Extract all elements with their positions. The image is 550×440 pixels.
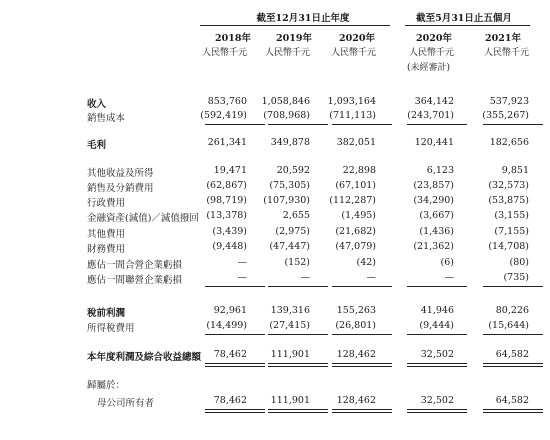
row-value-2020: 128,462 — [336, 395, 376, 406]
row-value-2021-5m: (15,644) — [488, 320, 529, 331]
statement-row — [0, 96, 550, 110]
row-value-2020-5m: (23,857) — [413, 180, 454, 191]
subtotal-rule — [332, 334, 392, 335]
header-year-end-underline — [200, 25, 390, 26]
row-value-2019: (75,305) — [269, 180, 310, 191]
row-value-2018: (62,867) — [206, 180, 247, 191]
row-label: 應佔一間聯營企業虧損 — [87, 275, 183, 286]
statement-row — [0, 257, 550, 271]
total-double-rule — [483, 363, 543, 364]
row-value-2021-5m: 182,656 — [489, 137, 529, 148]
row-value-2019: (708,968) — [263, 110, 310, 121]
statement-row — [0, 165, 550, 179]
row-value-2019: 20,592 — [276, 165, 310, 176]
row-value-2018: 78,462 — [213, 395, 247, 406]
row-value-2018: — — [237, 272, 247, 283]
row-label: 銷售及分銷費用 — [87, 183, 154, 194]
row-value-2018: (3,439) — [212, 226, 247, 237]
row-value-2021-5m: (14,708) — [488, 241, 529, 252]
subtotal-rule — [332, 286, 392, 287]
row-label: 母公司所有者 — [97, 398, 155, 409]
statement-row — [0, 305, 550, 319]
row-value-2021-5m: 9,851 — [501, 165, 529, 176]
total-double-rule — [483, 409, 543, 410]
row-value-2020-5m: (9,444) — [419, 320, 454, 331]
row-value-2018: 78,462 — [213, 349, 247, 360]
currency-label-2018: 人民幣千元 — [201, 48, 247, 58]
row-value-2019: — — [300, 272, 310, 283]
total-double-rule — [268, 409, 328, 410]
currency-label-2020: 人民幣千元 — [330, 48, 376, 58]
row-label: 其他收益及所得 — [87, 168, 154, 179]
row-value-2018: 92,961 — [213, 305, 247, 316]
row-value-2021-5m: 64,582 — [495, 395, 529, 406]
row-value-2019: 139,316 — [270, 305, 310, 316]
row-value-2020: — — [366, 272, 376, 283]
row-value-2019: 111,901 — [270, 349, 310, 360]
currency-label-2019: 人民幣千元 — [264, 48, 310, 58]
row-value-2020-5m: 120,441 — [414, 137, 454, 148]
row-value-2021-5m: 80,226 — [495, 305, 529, 316]
row-value-2020-5m: — — [444, 272, 454, 283]
statement-row — [0, 210, 550, 224]
row-value-2021-5m: 537,923 — [489, 96, 529, 107]
row-value-2018: 261,341 — [207, 137, 247, 148]
row-value-2018: (9,448) — [212, 241, 247, 252]
statement-row — [0, 395, 550, 409]
row-value-2020: (112,287) — [329, 195, 376, 206]
row-value-2021-5m: (3,155) — [494, 210, 529, 221]
statement-row — [0, 110, 550, 124]
row-value-2020: 128,462 — [336, 349, 376, 360]
row-value-2019: 111,901 — [270, 395, 310, 406]
subtotal-rule — [407, 124, 467, 125]
statement-row — [0, 180, 550, 194]
row-value-2020: 155,263 — [336, 305, 376, 316]
total-double-rule — [332, 409, 392, 410]
row-label: 本年度利潤及綜合收益總額 — [87, 352, 202, 363]
subtotal-rule — [205, 334, 265, 335]
currency-label-2020-5m: 人民幣千元 — [408, 48, 454, 58]
statement-row — [0, 377, 550, 391]
row-value-2019: 2,655 — [282, 210, 310, 221]
total-double-rule — [332, 363, 392, 364]
statement-row — [0, 226, 550, 240]
row-label: 行政費用 — [87, 198, 126, 209]
row-value-2018: (592,419) — [200, 110, 247, 121]
row-value-2021-5m: (735) — [503, 272, 529, 283]
row-value-2020: (711,113) — [329, 110, 376, 121]
subtotal-rule — [407, 334, 467, 335]
unaudited-note: (未經審計) — [406, 63, 450, 73]
subtotal-rule — [332, 124, 392, 125]
header-year-2020-5m: 2020年 — [416, 33, 452, 44]
row-value-2018: (13,378) — [206, 210, 247, 221]
row-value-2021-5m: (32,573) — [488, 180, 529, 191]
row-value-2019: 1,058,846 — [261, 96, 310, 107]
statement-row — [0, 320, 550, 334]
row-value-2020: (42) — [356, 257, 376, 268]
total-double-rule — [407, 409, 467, 410]
header-year-end-group: 截至12月31日止年度 — [256, 13, 350, 24]
row-label: 稅前利潤 — [87, 308, 126, 319]
row-value-2021-5m: (80) — [509, 257, 529, 268]
total-double-rule — [205, 363, 265, 364]
subtotal-rule — [268, 286, 328, 287]
row-value-2018: 853,760 — [207, 96, 247, 107]
subtotal-rule — [407, 286, 467, 287]
row-value-2021-5m: (53,875) — [488, 195, 529, 206]
row-value-2020-5m: (6) — [440, 257, 454, 268]
row-value-2020: (67,101) — [335, 180, 376, 191]
total-double-rule — [407, 363, 467, 364]
row-value-2018: (14,499) — [206, 320, 247, 331]
row-value-2020: 1,093,164 — [327, 96, 376, 107]
row-value-2019: (107,930) — [263, 195, 310, 206]
statement-row — [0, 272, 550, 286]
row-value-2020-5m: (3,667) — [419, 210, 454, 221]
subtotal-rule — [205, 286, 265, 287]
row-value-2021-5m: 64,582 — [495, 349, 529, 360]
row-value-2020: (1,495) — [341, 210, 376, 221]
header-five-month-group: 截至5月31日止五個月 — [416, 13, 512, 24]
row-value-2020: (47,079) — [335, 241, 376, 252]
row-value-2020-5m: 32,502 — [420, 349, 454, 360]
row-value-2019: (2,975) — [275, 226, 310, 237]
currency-label-2021-5m: 人民幣千元 — [483, 48, 529, 58]
row-label: 銷售成本 — [87, 113, 126, 124]
row-value-2021-5m: (7,155) — [494, 226, 529, 237]
header-five-month-underline — [405, 25, 530, 26]
header-year-2021-5m: 2021年 — [485, 33, 521, 44]
subtotal-rule — [268, 334, 328, 335]
row-value-2020-5m: (1,436) — [419, 226, 454, 237]
row-value-2020-5m: (34,290) — [413, 195, 454, 206]
header-year-2020: 2020年 — [339, 33, 375, 44]
row-label: 毛利 — [87, 140, 107, 151]
row-value-2019: 349,878 — [270, 137, 310, 148]
subtotal-rule — [205, 124, 265, 125]
row-label: 收入 — [87, 99, 107, 110]
row-label: 歸屬於： — [87, 380, 126, 391]
row-value-2020-5m: (21,362) — [413, 241, 454, 252]
statement-row — [0, 349, 550, 363]
row-value-2020-5m: 6,123 — [426, 165, 454, 176]
row-value-2020-5m: 32,502 — [420, 395, 454, 406]
row-value-2018: (98,719) — [206, 195, 247, 206]
row-value-2020-5m: 41,946 — [420, 305, 454, 316]
total-double-rule — [268, 363, 328, 364]
row-value-2020-5m: (243,701) — [407, 110, 454, 121]
row-value-2020-5m: 364,142 — [414, 96, 454, 107]
row-value-2020: (26,801) — [335, 320, 376, 331]
statement-row — [0, 241, 550, 255]
row-value-2019: (27,415) — [269, 320, 310, 331]
subtotal-rule — [268, 124, 328, 125]
row-label: 財務費用 — [87, 244, 126, 255]
row-label: 應佔一間合營企業虧損 — [87, 260, 183, 271]
row-value-2020: 22,898 — [342, 165, 376, 176]
subtotal-rule — [483, 124, 543, 125]
row-value-2019: (47,447) — [269, 241, 310, 252]
row-value-2018: — — [237, 257, 247, 268]
row-label: 金融資產(減值)／減值撥回 — [87, 213, 199, 224]
total-double-rule — [205, 409, 265, 410]
statement-row — [0, 195, 550, 209]
row-label: 所得稅費用 — [87, 323, 135, 334]
statement-row — [0, 137, 550, 151]
row-value-2020: 382,051 — [336, 137, 376, 148]
row-value-2020: (21,682) — [335, 226, 376, 237]
header-year-2019: 2019年 — [276, 33, 312, 44]
row-value-2021-5m: (355,267) — [482, 110, 529, 121]
row-value-2019: (152) — [284, 257, 310, 268]
subtotal-rule — [483, 286, 543, 287]
subtotal-rule — [483, 334, 543, 335]
row-value-2018: 19,471 — [213, 165, 247, 176]
row-label: 其他費用 — [87, 229, 126, 240]
header-year-2018: 2018年 — [215, 33, 251, 44]
